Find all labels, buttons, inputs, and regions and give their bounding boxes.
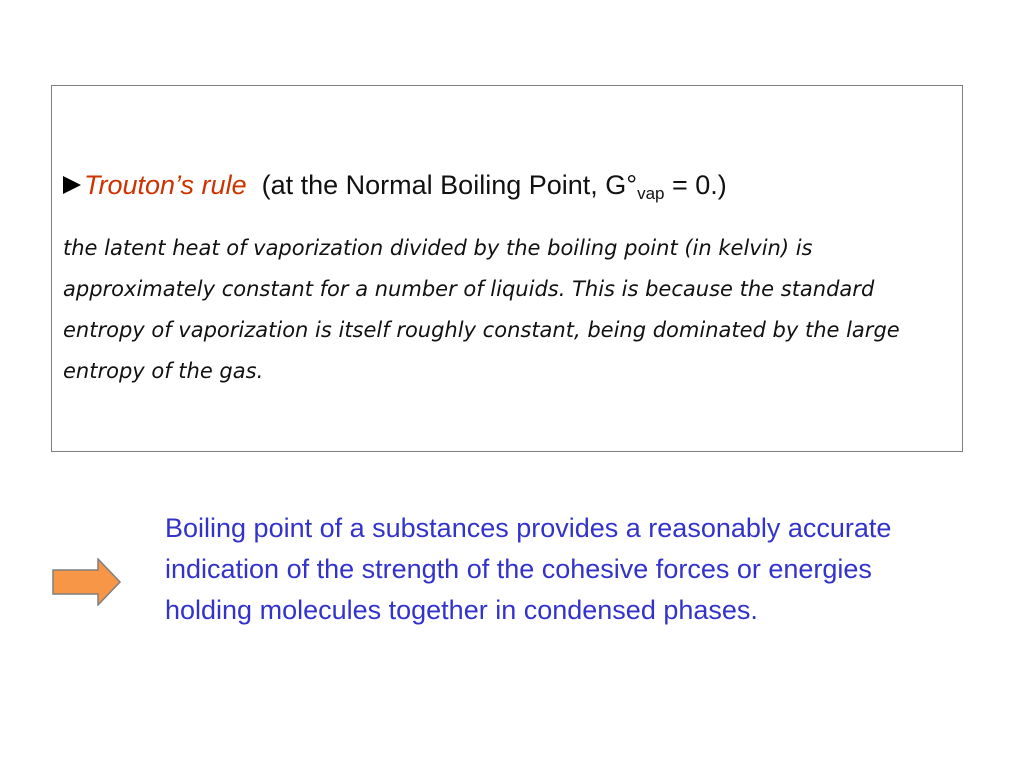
conclusion-text: Boiling point of a substances provides a reasonably accurate indication of the strength of the cohesive forces or energies holding molecules together in condensed phases. [165,513,892,625]
trouton-rule-box [51,85,963,452]
right-arrow-icon [52,558,122,606]
rule-heading [63,168,727,211]
rule-description: the latent heat of vaporization divided by the boiling point (in kelvin) is approximately constant for a number of liquids. This is because the standard entropy of vaporization is itself roughly constant, being dominated by the large entropy of the gas. [63,236,900,383]
triangle-bullet-icon [63,176,81,194]
rule-condition-suffix: = 0.) [664,170,727,200]
rule-condition-subscript: vap [637,184,665,203]
rule-name: Trouton’s rule [84,170,247,200]
rule-condition-prefix: (at the Normal Boiling Point, G° [261,170,638,200]
